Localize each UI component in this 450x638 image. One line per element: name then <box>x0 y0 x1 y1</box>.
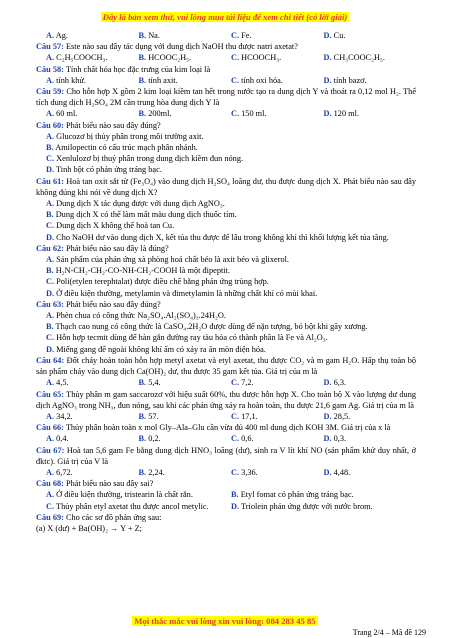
question-64-options <box>36 377 416 388</box>
question-60: Câu 60: Phát biểu nào sau đây đúng? <box>36 120 161 130</box>
option-d: D. 120 ml. <box>323 109 360 119</box>
question-61: Câu 61: Hoà tan oxit sắt từ (Fe₃O₄) vào dung dịch H₂SO₄ loãng dư, thu được dung dịch X. Phát biểu nào sau đây không đúng khi nói về dung dịch X? <box>36 176 416 197</box>
option-b: B. H₂N-CH₂-CH₂-CO-NH-CH₂-COOH là một đipeptit. <box>46 266 230 276</box>
question-64: Câu 64: Đốt cháy hoàn toàn hỗn hợp metyl axetat và etyl axetat, thu được CO₂ và m gam H₂O. Hấp thụ toàn bộ sản phẩm cháy vào dung dịch Ca(OH)₂ dư, thu được 35 gam kết tủa. Giá trị của m là <box>36 355 417 377</box>
reaction-a: (a) X (dư) + Ba(OH)₂ → Y + Z; <box>36 523 142 533</box>
option-b: B. 5,4. <box>138 378 161 388</box>
question-63: Câu 63: Phát biểu nào sau đây đúng? <box>36 299 161 309</box>
option-a: A. 34,2. <box>46 411 73 421</box>
question-58: Câu 58: Tính chất hóa học đặc trưng của kim loại là <box>36 64 211 74</box>
option-a: A. Sản phẩm của phản ứng xà phòng hoá chất béo là axit béo và glixerol. <box>46 255 289 265</box>
question-66-options <box>36 433 416 444</box>
option-d: D. 0,3. <box>323 434 347 444</box>
question-67: Câu 67: Hoà tan 5,6 gam Fe bằng dung dịch HNO₃ loãng (dư), sinh ra V lít khí NO (sản phẩm khử duy nhất, ở đktc). Giá trị của V là <box>36 445 416 466</box>
option-c: C. Hỗn hợp tecmit dùng để hàn gắn đường ray tàu hỏa có thành phần là Fe và Al₂O₃. <box>46 333 328 343</box>
option-a: A. Glucozơ bị thủy phân trong môi trường axit. <box>46 131 204 141</box>
option-b: B. 0,2. <box>138 434 161 444</box>
option-d: D. Miếng gang để ngoài không khí ẩm có xảy ra ăn mòn điện hóa. <box>46 344 266 354</box>
option-b: B. 200ml. <box>138 109 172 119</box>
option-a: A. Ở điều kiện thường, tristearin là chất rắn. <box>46 490 193 500</box>
question-68-options-ab <box>36 489 416 500</box>
option-b: B. Etyl fomat có phản ứng tráng bạc. <box>231 490 354 500</box>
question-list <box>36 30 416 534</box>
option-b: B. 2,24. <box>138 467 165 477</box>
option-b: B. Na. <box>138 31 160 40</box>
option-b: B. Amilopectin có cấu trúc mạch phân nhánh. <box>46 143 198 153</box>
option-d: D. Ở điều kiện thường, metylamin và đimetylamin là những chất khí có mùi khai. <box>46 288 318 298</box>
question-57: Câu 57: Este nào sau đây tác dụng với dung dịch NaOH thu được natri axetat? <box>36 42 298 52</box>
option-d: D. CH₃COOC₂H₅. <box>323 53 385 63</box>
option-d: D. tính bazơ. <box>323 75 367 85</box>
question-56-options <box>36 30 416 41</box>
question-65-options <box>36 411 416 422</box>
question-65: Câu 65: Thủy phân m gam saccarozơ với hiệu suất 60%, thu được hỗn hợp X. Cho toàn bộ X vào lượng dư dung dịch AgNO₃ trong NH₃, đun nóng, sau khi các phản ứng xảy ra hoàn toàn, thu được 21,6 gam Ag. Giá trị của m là <box>36 389 416 410</box>
question-59: Câu 59: Cho hỗn hợp X gồm 2 kim loại kiềm tan hết trong nước tạo ra dung dịch Y và thoát ra 0,12 mol H₂. Thể tích dung dịch H₂SO₄ 2M cần trung hòa dung dịch Y là <box>36 87 417 108</box>
contact-footer: Mọi thắc mắc vui lòng xin vui lòng: 084 283 45 85 <box>134 616 316 626</box>
option-c: C. Fe. <box>231 31 252 40</box>
option-d: D. 28,5. <box>323 411 351 421</box>
option-c: C. Dung dịch X không thể hoà tan Cu. <box>46 221 175 231</box>
option-d: D. Cu. <box>323 31 346 40</box>
option-a: A. Ag. <box>46 31 68 40</box>
option-a: A. 0,4. <box>46 434 69 444</box>
option-b: B. 57. <box>138 411 159 421</box>
option-d: D. 6,3. <box>323 378 347 388</box>
preview-banner: Đây là bản xem thử, vui lòng mua tài liệu để xem chi tiết (có lời giải) <box>102 12 348 22</box>
option-d: D. Cho NaOH dư vào dung dịch X, kết tủa thu được để lâu trong không khí thì khối lượng kết tủa tăng. <box>46 232 389 242</box>
option-c: C. 3,36. <box>231 467 258 477</box>
question-69: Câu 69: Cho các sơ đồ phản ứng sau: <box>36 512 162 522</box>
question-67-options <box>36 467 416 478</box>
option-d: D. Triolein phản ứng được với nước brom. <box>231 501 373 511</box>
option-d: D. Tinh bột có phản ứng tráng bạc. <box>46 165 162 175</box>
option-c: C. 17,1. <box>231 411 258 421</box>
option-a: A. 4,5. <box>46 378 69 388</box>
option-a: A. Phèn chua có công thức Na₂SO₄.Al₂(SO₄)₃.24H₂O. <box>46 311 226 321</box>
question-59-options <box>36 108 416 119</box>
page-number: Trang 2/4 – Mã đề 129 <box>352 628 426 637</box>
option-c: C. Thủy phân etyl axetat thu được ancol metylic. <box>46 501 209 511</box>
question-68-options-cd <box>36 501 416 512</box>
question-58-options <box>36 75 416 86</box>
option-b: B. tính axit. <box>138 75 178 85</box>
option-a: A. Dung dịch X tác dụng được với dung dịch AgNO₃. <box>46 199 225 209</box>
option-c: C. 0,6. <box>231 434 254 444</box>
option-c: C. HCOOCH₃. <box>231 53 282 63</box>
question-57-options <box>36 52 416 63</box>
option-d: D. 4,48. <box>323 467 351 477</box>
question-68: Câu 68: Phát biểu nào sau đây sai? <box>36 479 154 489</box>
option-c: C. 7,2. <box>231 378 254 388</box>
option-c: C. Poli(etylen terephtalat) được điều chế bằng phản ứng trùng hợp. <box>46 277 269 287</box>
option-c: C. tính oxi hóa. <box>231 75 283 85</box>
option-b: B. Thạch cao nung có công thức là CaSO₄.2H₂O được dùng để nặn tượng, bó bột khi gãy xương. <box>46 322 368 332</box>
option-c: C. Xenlulozơ bị thuỷ phân trong dung dịch kiềm đun nóng. <box>46 154 244 164</box>
option-a: A. tính khử. <box>46 75 87 85</box>
option-c: C. 150 ml. <box>231 109 267 119</box>
option-a: A. 6,72. <box>46 467 73 477</box>
option-a: A. C₂H₅COOCH₃. <box>46 53 108 63</box>
option-b: B. HCOOC₂H₅. <box>138 53 192 63</box>
question-62: Câu 62: Phát biểu nào sau đây là đúng? <box>36 243 169 253</box>
option-b: B. Dung dịch X có thể làm mất màu dung dịch thuốc tím. <box>46 210 237 220</box>
option-a: A. 60 ml. <box>46 109 78 119</box>
question-66: Câu 66: Thủy phân hoàn toàn x mol Gly–Ala–Glu cần vừa đủ 400 ml dung dịch KOH 3M. Giá trị của x là <box>36 423 391 433</box>
